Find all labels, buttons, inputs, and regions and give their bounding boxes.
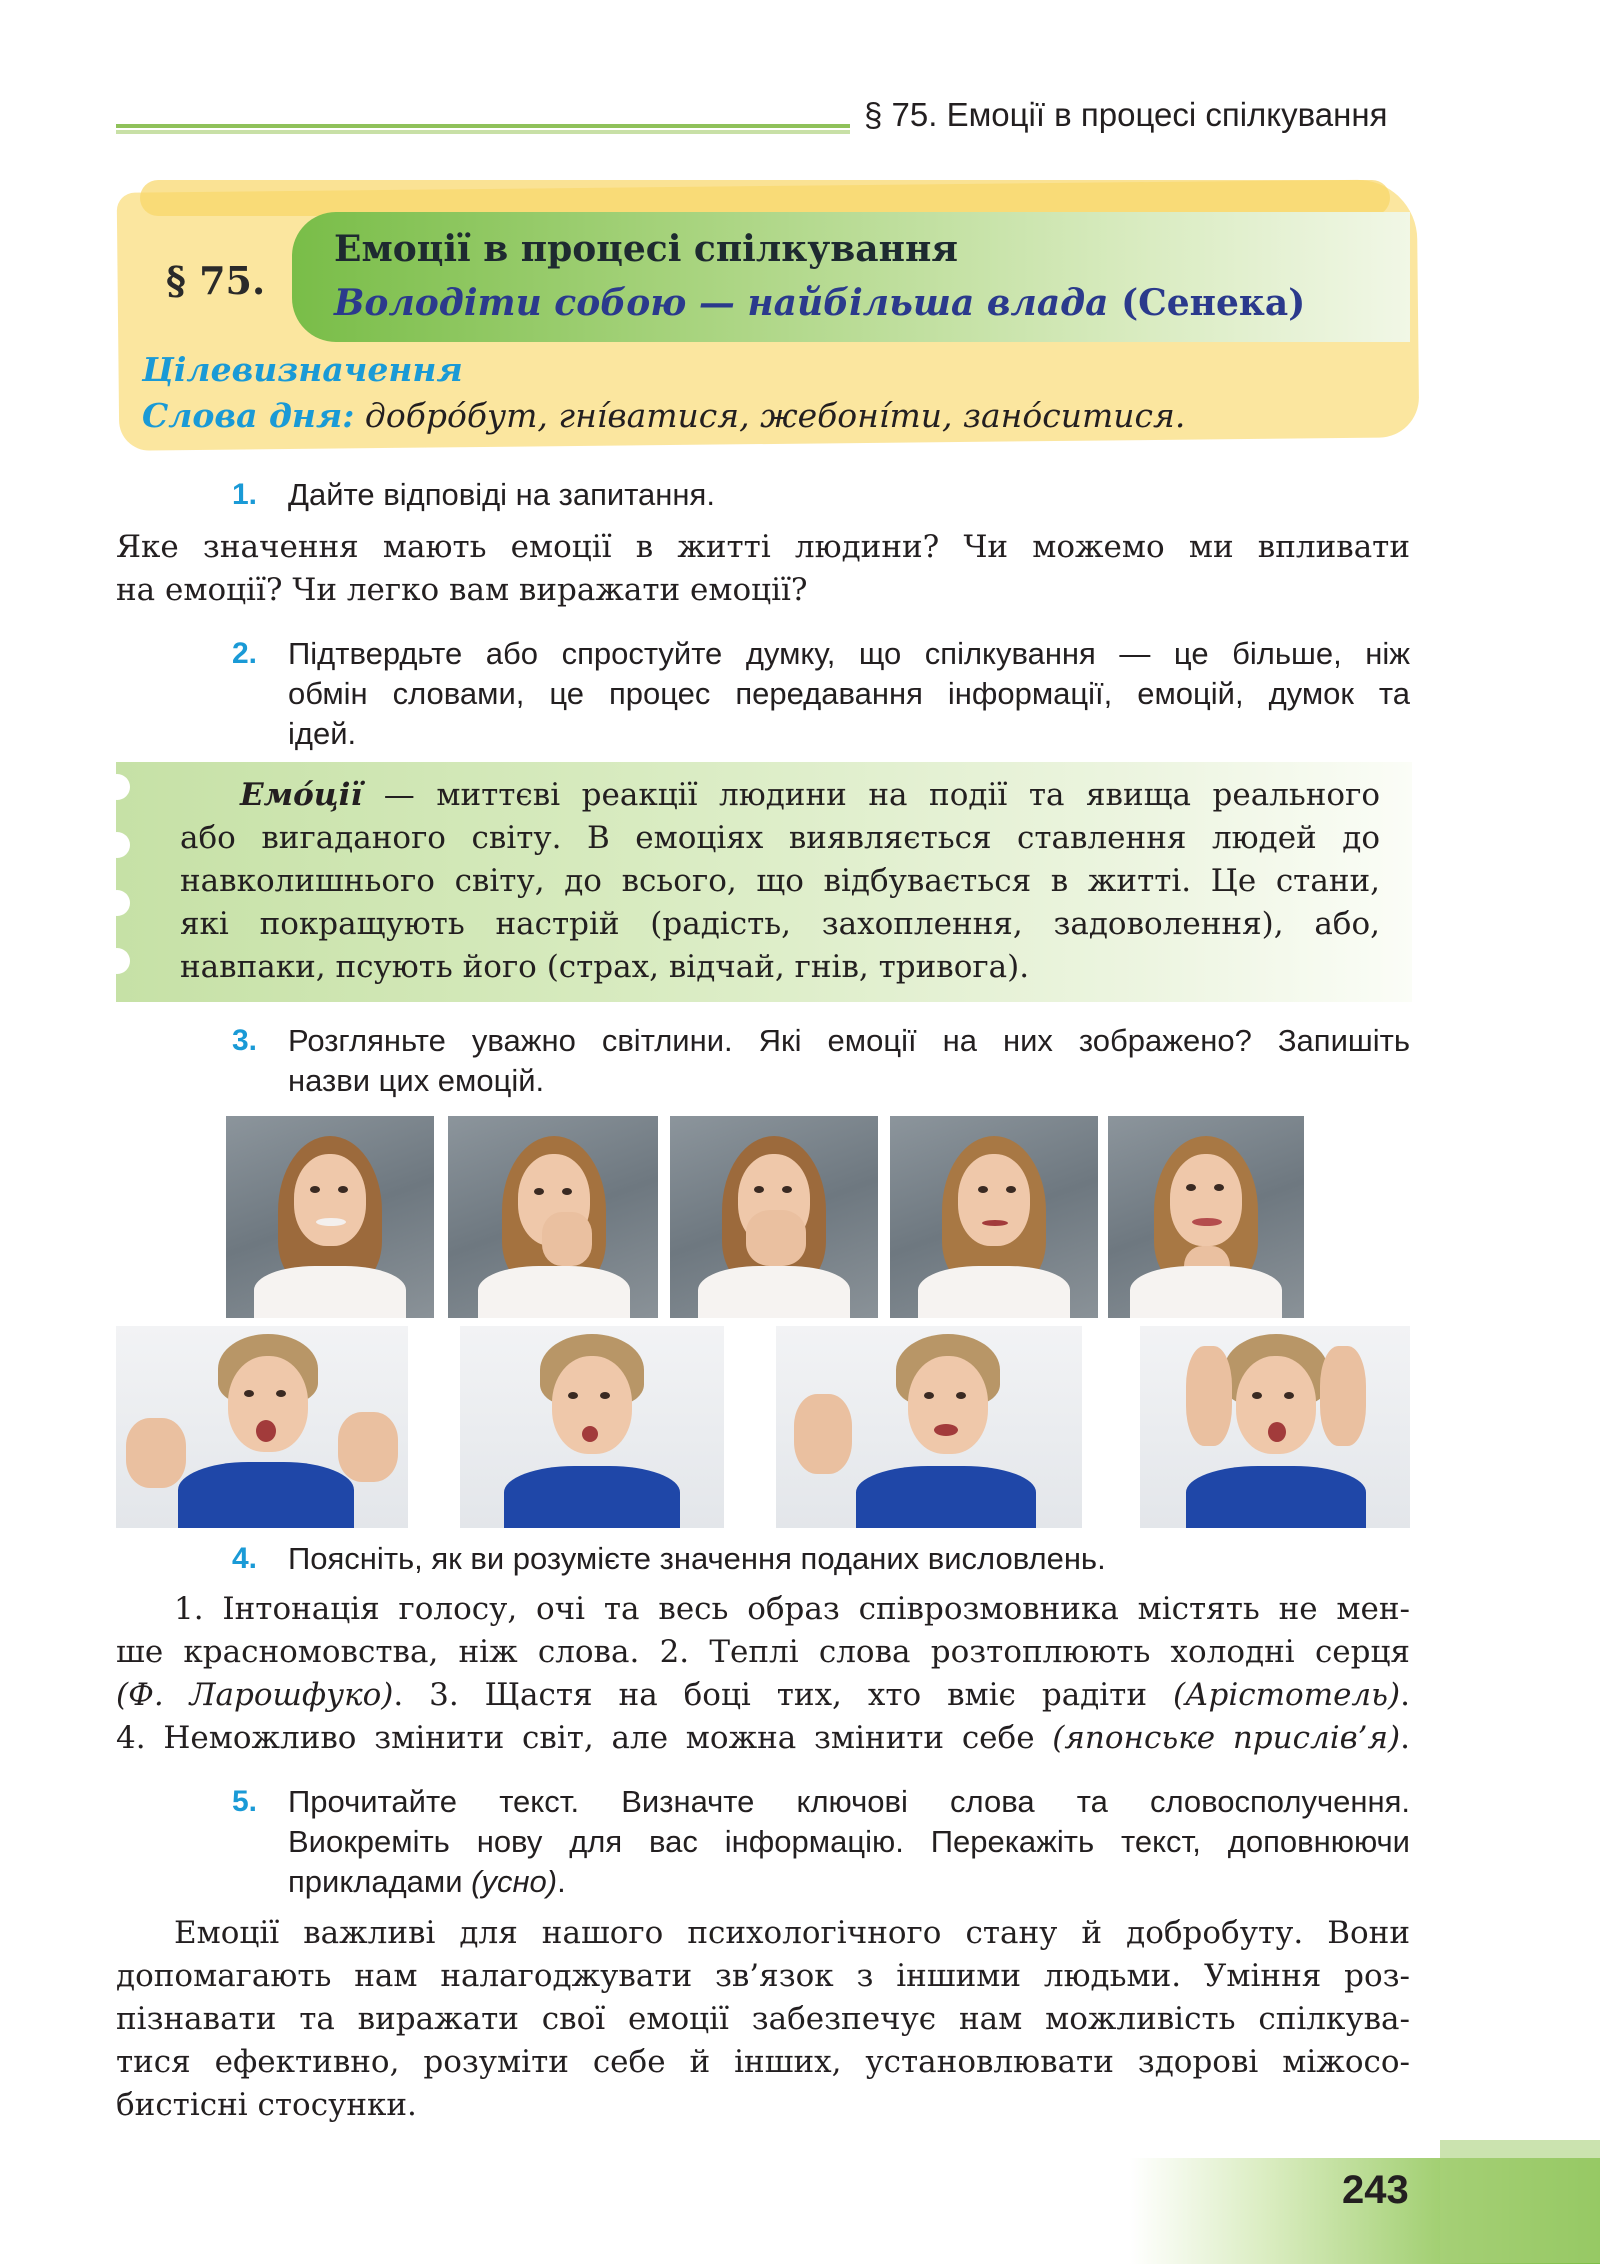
definition-line: які покращують настрій (радість, захоплення, задоволення), або, [180,906,1380,942]
paragraph-title: Емоції в процесі спілкування [334,228,958,270]
body-text: . [1400,1720,1410,1756]
epigraph-author: (Сенека) [1121,282,1306,324]
task1-body [116,526,1410,612]
body-line: допомагають нам налагоджувати зв’язок з іншими людьми. Уміння роз- [116,1958,1410,1994]
page-number: 243 [1342,2168,1409,2212]
task5-body [116,1912,1410,2127]
goal-heading: Цілевизначення [142,350,463,389]
task-line-text: прикладами [288,1864,472,1899]
photo-girl-2 [448,1116,658,1318]
words-value: добро́бут, гні́ватися, жебоні́ти, зано́ситися. [364,396,1186,435]
task-number: 2. [232,637,258,670]
task-text [288,1021,1410,1101]
photo-girl-5 [1108,1116,1304,1318]
photo-boy-3 [776,1326,1082,1528]
definition-line [180,774,1380,817]
task-line [288,1862,1410,1902]
definition-text [180,774,1380,989]
task-line-text: . [557,1864,566,1899]
task-number: 4. [232,1542,258,1575]
words-label: Слова дня: [142,396,355,435]
photo-girl-4 [890,1116,1098,1318]
author-ref: (японське прислів’я) [1052,1720,1401,1756]
definition-line-text: — миттєві реакції людини на події та явища реального [362,777,1380,813]
author-ref: (Ф. Ларошфуко) [116,1677,394,1713]
definition-line: або вигаданого світу. В емоціях виявляється ставлення людей до [180,820,1380,856]
photo-boy-4 [1140,1326,1410,1528]
body-line [116,1674,1410,1717]
definition-line: навпаки, псують його (страх, відчай, гнів, тривога). [180,949,1030,985]
paragraph-epigraph [334,282,1305,324]
task-line: ідей. [288,716,357,751]
task-line: Виокреміть нову для вас інформацію. Перекажіть текст, доповнюючи [288,1824,1410,1859]
task-line: назви цих емоцій. [288,1063,545,1098]
body-line [116,1717,1410,1760]
words-of-day [142,396,1185,435]
body-text: . 3. Щастя на боці тих, хто вміє радіти [393,1677,1173,1713]
task-text [288,634,1410,754]
task-text: Поясніть, як ви розумієте значення поданих висловлень. [288,1541,1106,1576]
body-line: бистісні стосунки. [116,2087,417,2123]
photo-boy-2 [460,1326,724,1528]
body-text: . [1400,1677,1410,1713]
task-number: 1. [232,478,258,511]
task-text [288,1782,1410,1902]
body-line: Емоції важливі для нашого психологічного стану й добробуту. Вони [174,1915,1410,1951]
photo-girl-1 [226,1116,434,1318]
binder-dot [104,890,130,916]
photo-girl-3 [670,1116,878,1318]
task-line: обмін словами, це процес передавання інформації, емоцій, думок та [288,676,1410,711]
title-banner-brush [140,180,1390,216]
running-header: § 75. Емоції в процесі спілкування [864,96,1388,133]
body-line: ше красномовства, ніж слова. 2. Теплі слова розтоплюють холодні серця [116,1634,1410,1670]
author-ref: (Арістотель) [1172,1677,1401,1713]
binder-dot [104,774,130,800]
task-note: (усно) [471,1864,558,1899]
binder-dot [104,832,130,858]
epigraph-quote: Володіти собою — найбільша влада [334,282,1109,324]
binder-dot [104,948,130,974]
definition-line: навколишнього світу, до всього, що відбувається в житті. Це стани, [180,863,1380,899]
task-line: Прочитайте текст. Визначте ключові слова та словосполучення. [288,1784,1410,1819]
body-line: тися ефективно, розуміти себе й інших, установлювати здорові міжосо- [116,2044,1410,2080]
paragraph-number: § 75. [166,258,266,303]
body-line: Яке значення мають емоції в житті людини? Чи можемо ми впливати [116,529,1410,565]
task4-body [116,1588,1410,1760]
body-line: на емоції? Чи легко вам виражати емоції? [116,572,808,608]
page-tab-accent [1440,2140,1600,2263]
definition-term: Емо́ції [240,777,363,813]
task-number: 5. [232,1785,258,1818]
body-text: 4. Неможливо змінити світ, але можна змінити себе [116,1720,1053,1756]
task-text: Дайте відповіді на запитання. [288,477,715,512]
task-number: 3. [232,1024,258,1057]
task-line: Підтвердьте або спростуйте думку, що спілкування — це більше, ніж [288,636,1410,671]
task-line: Розгляньте уважно світлини. Які емоції на них зображено? Запишіть [288,1023,1410,1058]
body-line: 1. Інтонація голосу, очі та весь образ співрозмовника містять не мен- [174,1591,1410,1627]
photo-boy-1 [116,1326,408,1528]
body-line: пізнавати та виражати свої емоції забезпечує нам можливість спілкува- [116,2001,1410,2037]
header-rule [116,124,850,134]
